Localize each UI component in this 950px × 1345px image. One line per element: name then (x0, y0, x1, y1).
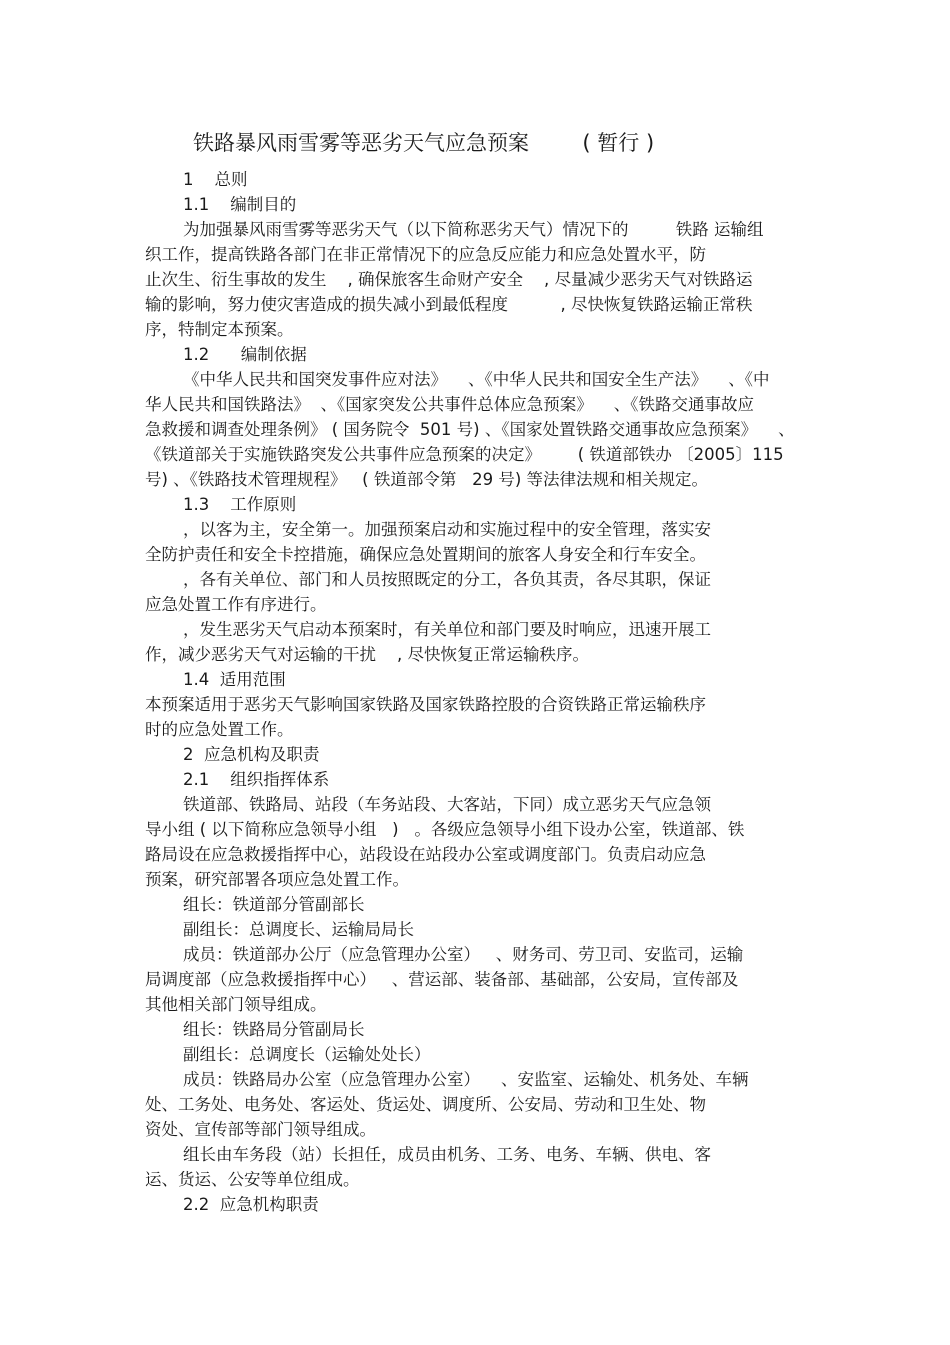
paragraph-line: 输的影响，努力使灾害造成的损失减小到最低程度 , 尽快恢复铁路运输正常秩 (145, 295, 753, 314)
heading-2: 2 应急机构及职责 (183, 745, 320, 764)
paragraph-line: 本预案适用于恶劣天气影响国家铁路及国家铁路控股的合资铁路正常运输秩序 (145, 695, 706, 714)
paragraph-line: 《中华人民共和国突发事件应对法》 、《中华人民共和国安全生产法》 、《中 (183, 370, 770, 389)
paragraph-line: ，以客为主，安全第一。加强预案启动和实施过程中的安全管理，落实安 (183, 520, 711, 539)
paragraph-line: 华人民共和国铁路法》 、《国家突发公共事件总体应急预案》 、《铁路交通事故应 (145, 395, 754, 414)
paragraph-line: 《铁道部关于实施铁路突发公共事件应急预案的决定》 ( 铁道部铁办 〔2005〕115 (145, 445, 784, 464)
paragraph-line: 铁道部、铁路局、站段（车务站段、大客站，下同）成立恶劣天气应急领 (183, 795, 711, 814)
paragraph-line: 预案，研究部署各项应急处置工作。 (145, 870, 409, 889)
paragraph-line: 应急处置工作有序进行。 (145, 595, 327, 614)
paragraph-line: 资处、宣传部等部门领导组成。 (145, 1120, 376, 1139)
heading-1-4: 1.4 适用范围 (183, 670, 286, 689)
paragraph-line: 全防护责任和安全卡控措施，确保应急处置期间的旅客人身安全和行车安全。 (145, 545, 706, 564)
paragraph-line: 序，特制定本预案。 (145, 320, 294, 339)
heading-1-2: 1.2 编制依据 (183, 345, 307, 364)
heading-2-2: 2.2 应急机构职责 (183, 1195, 319, 1214)
paragraph-line: 导小组 ( 以下简称应急领导小组 ) 。各级应急领导小组下设办公室，铁道部、铁 (145, 820, 745, 839)
paragraph-line: 其他相关部门领导组成。 (145, 995, 327, 1014)
paragraph-line: 局调度部（应急救援指挥中心） 、营运部、装备部、基础部，公安局，宣传部及 (145, 970, 739, 989)
paragraph-line: 运、货运、公安等单位组成。 (145, 1170, 360, 1189)
paragraph-line: 组长：铁道部分管副部长 (183, 895, 365, 914)
paragraph-line: 成员：铁道部办公厅（应急管理办公室） 、财务司、劳卫司、安监司，运输 (183, 945, 744, 964)
paragraph-line: 处、工务处、电务处、客运处、货运处、调度所、公安局、劳动和卫生处、物 (145, 1095, 706, 1114)
paragraph-line: 成员：铁路局办公室（应急管理办公室） 、安监室、运输处、机务处、车辆 (183, 1070, 749, 1089)
paragraph-line: 副组长：总调度长（运输处处长） (183, 1045, 431, 1064)
paragraph-line: 急救援和调查处理条例》 ( 国务院令 501 号) 、《国家处置铁路交通事故应急预案》 、 (145, 420, 795, 439)
heading-1-3: 1.3 工作原则 (183, 495, 297, 514)
document-title: 铁路暴风雨雪雾等恶劣天气应急预案 ( 暂行 ) (193, 131, 655, 155)
paragraph-line: 时的应急处置工作。 (145, 720, 294, 739)
paragraph-line: ，各有关单位、部门和人员按照既定的分工，各负其责，各尽其职，保证 (183, 570, 711, 589)
paragraph-line: 号) 、《铁路技术管理规程》 ( 铁道部令第 29 号) 等法律法规和相关规定。 (145, 470, 709, 489)
paragraph-line: ，发生恶劣天气启动本预案时，有关单位和部门要及时响应，迅速开展工 (183, 620, 711, 639)
paragraph-line: 副组长：总调度长、运输局局长 (183, 920, 414, 939)
paragraph-line: 组长由车务段（站）长担任，成员由机务、工务、电务、车辆、供电、客 (183, 1145, 711, 1164)
paragraph-line: 路局设在应急救援指挥中心，站段设在站段办公室或调度部门。负责启动应急 (145, 845, 706, 864)
paragraph-line: 止次生、衍生事故的发生 , 确保旅客生命财产安全 , 尽量减少恶劣天气对铁路运 (145, 270, 753, 289)
paragraph-line: 为加强暴风雨雪雾等恶劣天气（以下简称恶劣天气）情况下的 铁路 运输组 (183, 220, 764, 239)
heading-2-1: 2.1 组织指挥体系 (183, 770, 330, 789)
paragraph-line: 作，减少恶劣天气对运输的干扰 , 尽快恢复正常运输秩序。 (145, 645, 589, 664)
heading-1-1: 1.1 编制目的 (183, 195, 297, 214)
paragraph-line: 组长：铁路局分管副局长 (183, 1020, 365, 1039)
paragraph-line: 织工作，提高铁路各部门在非正常情况下的应急反应能力和应急处置水平，防 (145, 245, 706, 264)
heading-1: 1 总则 (183, 170, 248, 189)
